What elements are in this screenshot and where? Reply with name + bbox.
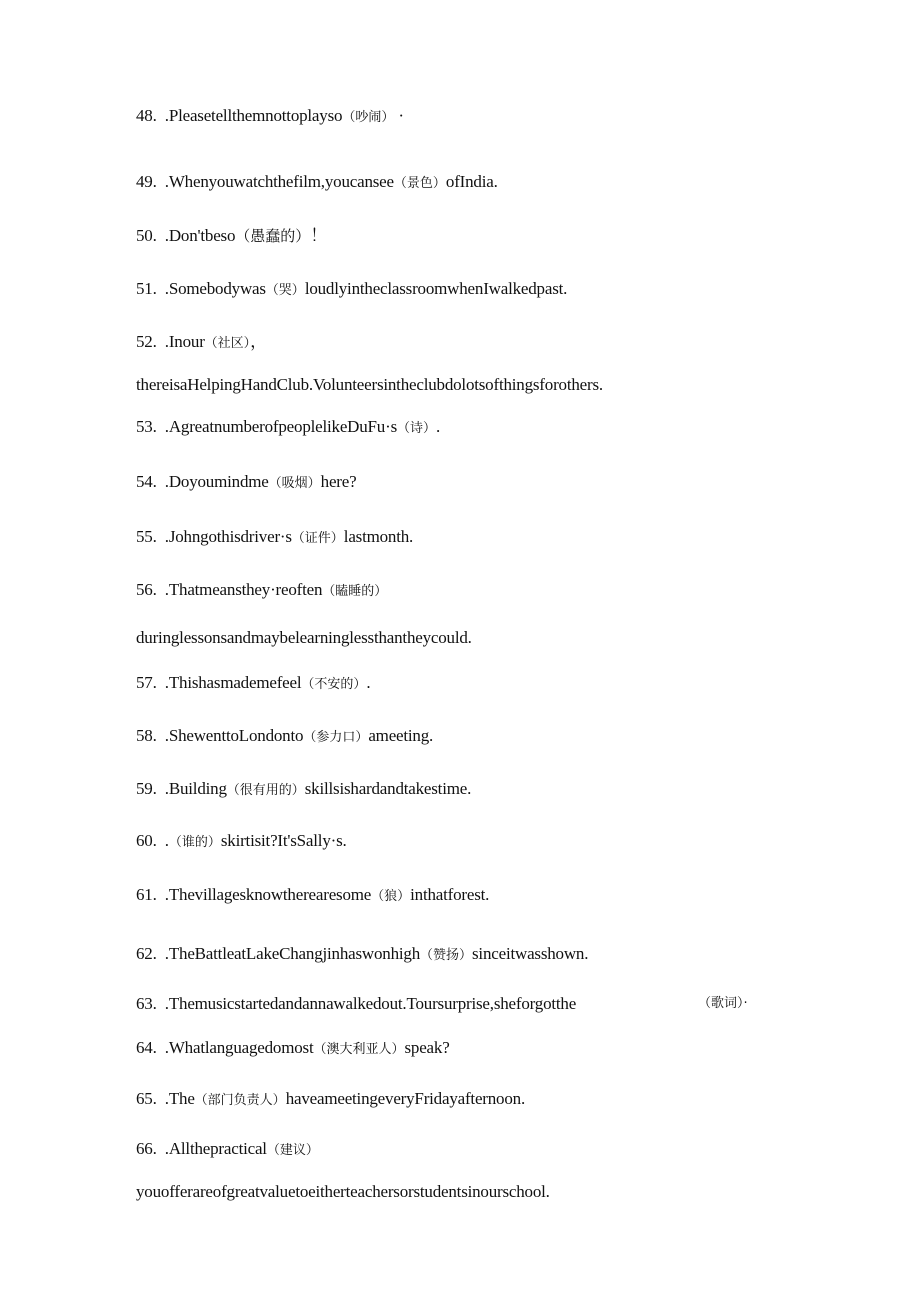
question-text: .Building bbox=[164, 779, 227, 798]
chinese-hint: （赞扬） bbox=[420, 948, 473, 963]
chinese-hint: （建议） bbox=[266, 1143, 319, 1158]
question-65: 65. .The（部门负责人）haveameetingeveryFridayafternoon. bbox=[136, 1089, 526, 1108]
chinese-hint: （谁的） bbox=[168, 835, 221, 850]
question-text-end: loudlyintheclassroomwhenIwalkedpast. bbox=[304, 279, 568, 298]
question-text: .TheBattleatLakeChangjinhaswonhigh bbox=[164, 944, 420, 963]
chinese-hint: （很有用的） bbox=[226, 783, 305, 798]
question-text-end: · bbox=[398, 106, 404, 125]
question-number: 52 bbox=[136, 332, 153, 351]
question-text: .Doyoumindme bbox=[164, 472, 269, 491]
chinese-hint: （狼） bbox=[371, 889, 411, 904]
question-number: 49 bbox=[136, 172, 153, 191]
question-number: 58 bbox=[136, 726, 153, 745]
question-text-end: lastmonth. bbox=[343, 527, 414, 546]
chinese-hint: （吸烟） bbox=[268, 476, 321, 491]
question-text: .Thatmeansthey·reoften bbox=[164, 580, 323, 599]
question-text-end: ofIndia. bbox=[445, 172, 498, 191]
question-number: 65 bbox=[136, 1089, 153, 1108]
question-text: . bbox=[164, 831, 169, 850]
question-60: 60. .（谁的）skirtisit?It'sSally·s. bbox=[136, 831, 347, 850]
question-number: 66 bbox=[136, 1139, 153, 1158]
question-number: 63 bbox=[136, 994, 153, 1013]
question-text: .Pleasetellthemnottoplayso bbox=[164, 106, 343, 125]
question-text-end: haveameetingeveryFridayafternoon. bbox=[285, 1089, 526, 1108]
question-56-continuation bbox=[136, 628, 472, 648]
chinese-hint: （部门负责人） bbox=[194, 1093, 286, 1108]
question-64: 64. .Whatlanguagedomost（澳大利亚人）speak? bbox=[136, 1038, 450, 1057]
question-number: 56 bbox=[136, 580, 153, 599]
question-number: 61 bbox=[136, 885, 153, 904]
chinese-hint: （景色） bbox=[393, 176, 446, 191]
question-number: 64 bbox=[136, 1038, 153, 1057]
question-number: 51 bbox=[136, 279, 153, 298]
continuation-text: thereisaHelpingHandClub.Volunteersintheclubdolotsofthingsforothers. bbox=[136, 375, 603, 394]
question-text: .Johngothisdriver·s bbox=[164, 527, 292, 546]
question-number: 60 bbox=[136, 831, 153, 850]
question-text: .Themusicstartedandannawalkedout.Toursurprise,sheforgotthe bbox=[164, 994, 577, 1013]
chinese-hint: （瞌睡的） bbox=[322, 584, 388, 599]
question-53: 53. .AgreatnumberofpeoplelikeDuFu·s（诗）. bbox=[136, 417, 441, 436]
question-66-continuation bbox=[136, 1182, 550, 1202]
question-57: 57. .Thishasmademefeel（不安的）. bbox=[136, 673, 371, 692]
question-text-end: skillsishardandtakestime. bbox=[304, 779, 472, 798]
question-number: 54 bbox=[136, 472, 153, 491]
chinese-hint: （证件） bbox=[291, 531, 344, 546]
question-text-end: . bbox=[436, 417, 441, 436]
question-text: .Inour bbox=[164, 332, 205, 351]
question-56: 56. .Thatmeansthey·reoften（瞌睡的） bbox=[136, 580, 388, 599]
question-50: 50. .Don'tbeso（愚蠢的）！ bbox=[136, 226, 328, 245]
question-51: 51. .Somebodywas（哭）loudlyintheclassroomwhenIwalkedpast. bbox=[136, 279, 568, 298]
question-text: .Somebodywas bbox=[164, 279, 266, 298]
question-number: 62 bbox=[136, 944, 153, 963]
question-text-end: sinceitwasshown. bbox=[472, 944, 589, 963]
chinese-hint: （诗） bbox=[397, 421, 437, 436]
question-59: 59. .Building（很有用的）skillsishardandtakestime. bbox=[136, 779, 472, 798]
question-number: 55 bbox=[136, 527, 153, 546]
chinese-hint: （不安的） bbox=[301, 677, 367, 692]
question-54: 54. .Doyoumindme（吸烟）here? bbox=[136, 472, 357, 491]
continuation-text: youofferareofgreatvaluetoeitherteachersorstudentsinourschool. bbox=[136, 1182, 550, 1201]
question-66: 66. .Allthepractical（建议） bbox=[136, 1139, 319, 1158]
chinese-hint: （澳大利亚人） bbox=[313, 1042, 405, 1057]
question-text: .Thishasmademefeel bbox=[164, 673, 302, 692]
question-text: .Allthepractical bbox=[164, 1139, 267, 1158]
question-text-end: here? bbox=[320, 472, 357, 491]
chinese-hint: （愚蠢的） bbox=[235, 227, 311, 245]
question-49: 49. .Whenyouwatchthefilm,youcansee（景色）ofIndia. bbox=[136, 172, 498, 191]
chinese-hint: （哭） bbox=[265, 283, 305, 298]
question-number: 50 bbox=[136, 226, 153, 245]
question-48: 48. .Pleasetellthemnottoplayso（吵闹） · bbox=[136, 106, 404, 125]
question-52: 52. .Inour（社区）， bbox=[136, 332, 267, 351]
question-63-hint bbox=[698, 994, 748, 1014]
question-text: .Thevillagesknowtherearesome bbox=[164, 885, 372, 904]
question-text: .Don'tbeso bbox=[164, 226, 236, 245]
continuation-text: duringlessonsandmaybelearninglessthantheycould. bbox=[136, 628, 472, 647]
question-58: 58. .ShewenttoLondonto（参力口）ameeting. bbox=[136, 726, 434, 745]
question-61: 61. .Thevillagesknowtherearesome（狼）inthatforest. bbox=[136, 885, 490, 904]
chinese-hint: （歌词） bbox=[698, 996, 744, 1011]
question-text: .The bbox=[164, 1089, 195, 1108]
question-text-end: ameeting. bbox=[368, 726, 434, 745]
chinese-hint: （参力口） bbox=[303, 730, 369, 745]
question-text-end: skirtisit?It'sSally·s. bbox=[220, 831, 347, 850]
question-number: 53 bbox=[136, 417, 153, 436]
question-62: 62. .TheBattleatLakeChangjinhaswonhigh（赞扬）sinceitwasshown. bbox=[136, 944, 589, 963]
question-text-end: ， bbox=[250, 332, 267, 351]
chinese-hint: （吵闹） bbox=[342, 110, 395, 125]
question-55: 55. .Johngothisdriver·s（证件）lastmonth. bbox=[136, 527, 414, 546]
question-text: .AgreatnumberofpeoplelikeDuFu·s bbox=[164, 417, 397, 436]
question-text: .ShewenttoLondonto bbox=[164, 726, 304, 745]
question-number: 48 bbox=[136, 106, 153, 125]
question-63: 63. .Themusicstartedandannawalkedout.Toursurprise,sheforgotthe bbox=[136, 994, 577, 1013]
question-text-end: . bbox=[366, 673, 371, 692]
question-text: .Whatlanguagedomost bbox=[164, 1038, 314, 1057]
question-text-end: inthatforest. bbox=[410, 885, 490, 904]
question-text-end: speak? bbox=[404, 1038, 450, 1057]
question-text: .Whenyouwatchthefilm,youcansee bbox=[164, 172, 394, 191]
question-number: 59 bbox=[136, 779, 153, 798]
question-text-end: · bbox=[743, 996, 748, 1011]
question-number: 57 bbox=[136, 673, 153, 692]
question-52-continuation bbox=[136, 375, 603, 395]
question-text-end: ！ bbox=[310, 226, 328, 245]
chinese-hint: （社区） bbox=[204, 336, 251, 351]
